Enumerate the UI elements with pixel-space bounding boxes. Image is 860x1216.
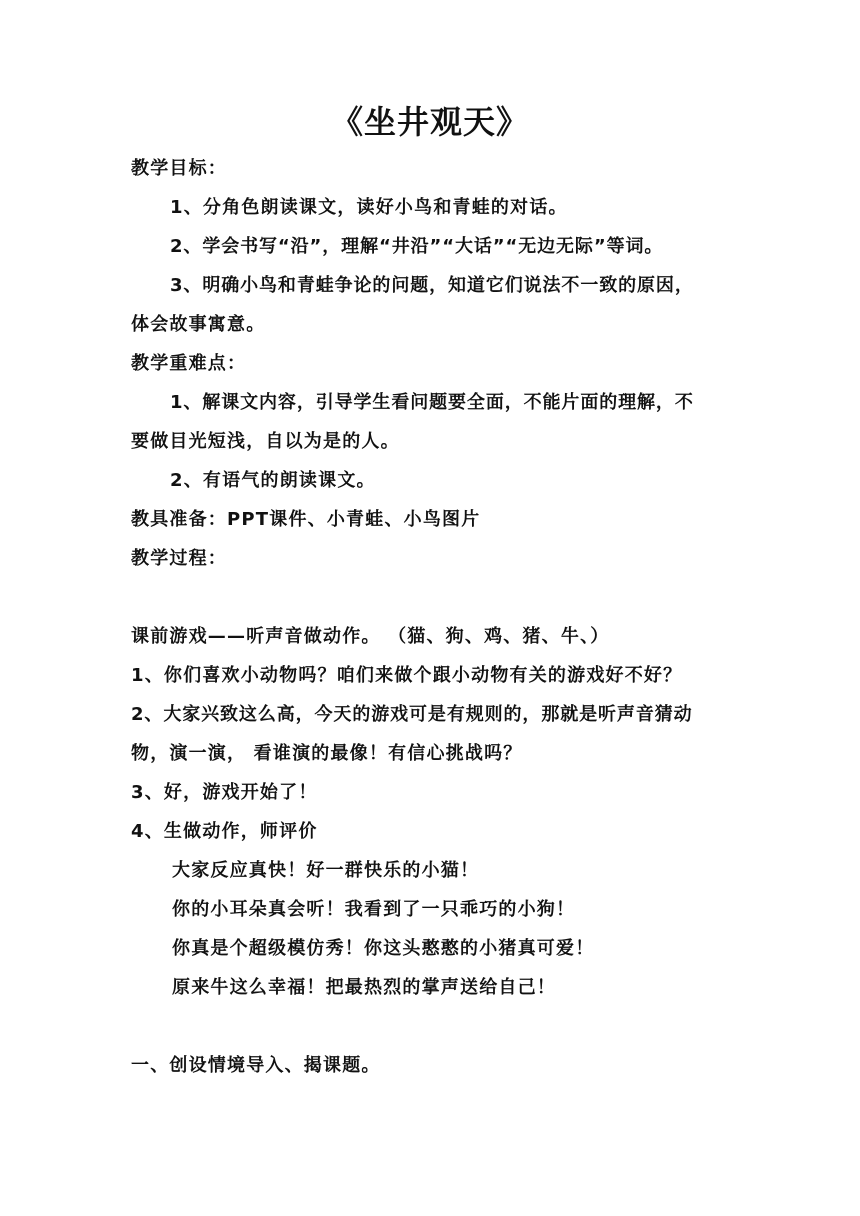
warmup-step-4: 4、生做动作，师评价	[131, 821, 318, 842]
key-point-item-2: 2、有语气的朗读课文。	[170, 470, 376, 491]
document-title: 《坐井观天》	[330, 103, 529, 141]
warmup-step-1: 1、你们喜欢小动物吗？咱们来做个跟小动物有关的游戏好不好？	[131, 665, 683, 686]
warmup-step-2-continued: 物，演一演， 看谁演的最像！有信心挑战吗？	[131, 743, 523, 764]
warmup-step-2: 2、大家兴致这么高，今天的游戏可是有规则的，那就是听声音猜动	[131, 704, 693, 725]
key-point-item-1: 1、解课文内容，引导学生看问题要全面，不能片面的理解，不	[170, 392, 694, 413]
process-heading: 教学过程：	[131, 548, 227, 569]
objectives-heading: 教学目标：	[131, 158, 227, 179]
objective-item-1: 1、分角色朗读课文，读好小鸟和青蛙的对话。	[170, 197, 568, 218]
objective-item-3: 3、明确小鸟和青蛙争论的问题，知道它们说法不一致的原因，	[170, 275, 694, 296]
warmup-heading: 课前游戏——听声音做动作。 （猫、狗、鸡、猪、牛、）	[131, 626, 610, 647]
key-point-item-1-continued: 要做目光短浅，自以为是的人。	[131, 431, 400, 452]
praise-line-3: 你真是个超级模仿秀！你这头憨憨的小猪真可爱！	[172, 938, 595, 959]
materials-line: 教具准备：PPT课件、小青蛙、小鸟图片	[131, 509, 481, 530]
section-1-heading: 一、创设情境导入、揭课题。	[131, 1055, 381, 1076]
praise-line-4: 原来牛这么幸福！把最热烈的掌声送给自己！	[172, 977, 556, 998]
warmup-step-3: 3、好，游戏开始了！	[131, 782, 318, 803]
key-points-heading: 教学重难点：	[131, 353, 247, 374]
praise-line-2: 你的小耳朵真会听！我看到了一只乖巧的小狗！	[172, 899, 576, 920]
praise-line-1: 大家反应真快！好一群快乐的小猫！	[172, 860, 480, 881]
objective-item-2: 2、学会书写“沿”，理解“井沿”“大话”“无边无际”等词。	[170, 236, 664, 257]
objective-item-3-continued: 体会故事寓意。	[131, 314, 266, 335]
